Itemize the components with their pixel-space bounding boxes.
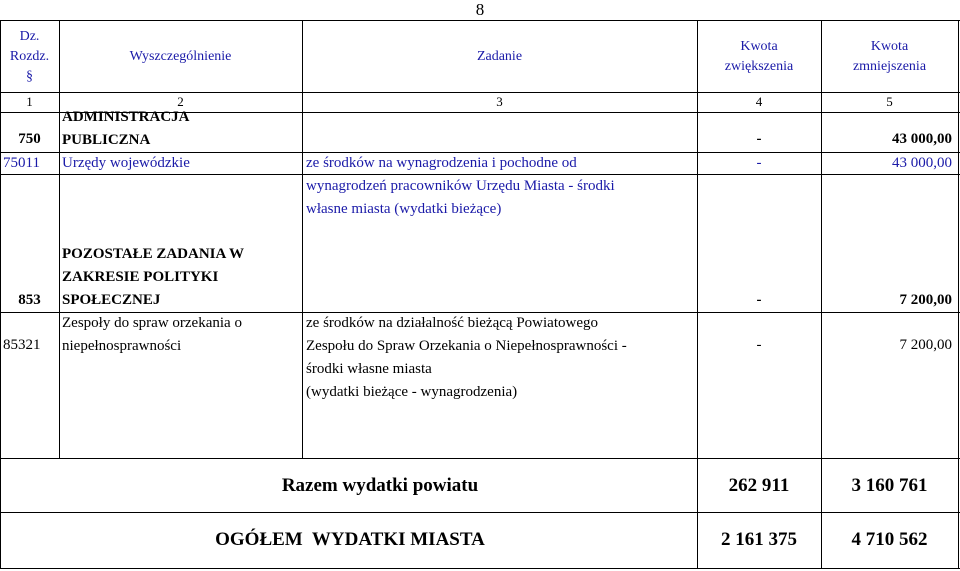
subsection-name-line: niepełnosprawności: [62, 338, 182, 354]
task-line: Zespołu do Spraw Orzekania o Niepełnosprawności -: [306, 338, 627, 354]
task-line: ze środków na działalność bieżącą Powiatowego: [306, 315, 598, 331]
ogolem-label: OGÓŁEM WYDATKI MIASTA: [215, 529, 485, 550]
subsection-name-line: Zespoły do spraw orzekania o: [62, 315, 242, 331]
subsection-task: [306, 152, 615, 221]
subsection-task: [306, 312, 627, 404]
column-number-3: 3: [496, 94, 503, 109]
section-name-line: SPOŁECZNEJ: [62, 292, 161, 308]
subsection-code: 85321: [3, 337, 41, 353]
section-name: [62, 243, 244, 312]
task-line: (wydatki bieżące - wynagrodzenia): [306, 384, 518, 400]
header-dz-rozdz: [0, 27, 59, 87]
razem-label: Razem wydatki powiatu: [281, 475, 479, 496]
column-number-5: 5: [886, 94, 893, 109]
header-paragraph: §: [26, 69, 33, 84]
header-kwota-zmniejszenia: [821, 37, 958, 77]
section-name-line: ZAKRESIE POLITYKI: [62, 269, 219, 285]
column-number-2: 2: [177, 94, 184, 109]
task-line: własne miasta (wydatki bieżące): [306, 201, 502, 217]
section-name-line: PUBLICZNA: [62, 132, 151, 148]
header-kwota-zwiekszenia: [697, 37, 821, 77]
subsection-decrease: 43 000,00: [892, 155, 952, 171]
page-number: 8: [475, 0, 485, 19]
subsection-decrease: 7 200,00: [899, 337, 952, 353]
task-line: środki własne miasta: [306, 361, 432, 377]
task-line: ze środków na wynagrodzenia i pochodne od: [306, 155, 577, 171]
section-name: [62, 106, 190, 152]
section-increase: -: [756, 131, 762, 147]
column-number-4: 4: [755, 94, 763, 109]
subsection-increase: -: [756, 155, 762, 171]
section-code: 750: [18, 131, 41, 147]
subsection-code: 75011: [3, 155, 40, 171]
subsection-increase: -: [756, 337, 762, 353]
ogolem-increase: 2 161 375: [721, 529, 797, 550]
header-kwota-zw-2: zwiększenia: [724, 59, 794, 74]
header-kwota-zw-1: Kwota: [740, 39, 778, 54]
section-decrease: 7 200,00: [899, 292, 952, 308]
header-zadanie: Zadanie: [476, 49, 523, 64]
section-decrease: 43 000,00: [892, 131, 952, 147]
subsection-name: [62, 312, 242, 358]
section-name-line: POZOSTAŁE ZADANIA W: [62, 246, 244, 262]
razem-decrease: 3 160 761: [851, 475, 928, 496]
section-increase: -: [756, 292, 762, 308]
column-number-1: 1: [26, 94, 33, 109]
header-kwota-zm-1: Kwota: [870, 39, 909, 54]
header-rozdz: Rozdz.: [9, 49, 50, 64]
subsection-name: Urzędy wojewódzkie: [62, 155, 190, 171]
razem-increase: 262 911: [728, 475, 790, 496]
section-name-line: ADMINISTRACJA: [62, 109, 190, 125]
header-wyszczegolnienie: Wyszczególnienie: [129, 49, 232, 64]
header-kwota-zm-2: zmniejszenia: [852, 59, 927, 74]
ogolem-decrease: 4 710 562: [851, 529, 928, 550]
task-line: wynagrodzeń pracowników Urzędu Miasta - środki: [306, 178, 615, 194]
section-code: 853: [18, 292, 41, 308]
header-dz: Dz.: [19, 29, 40, 44]
